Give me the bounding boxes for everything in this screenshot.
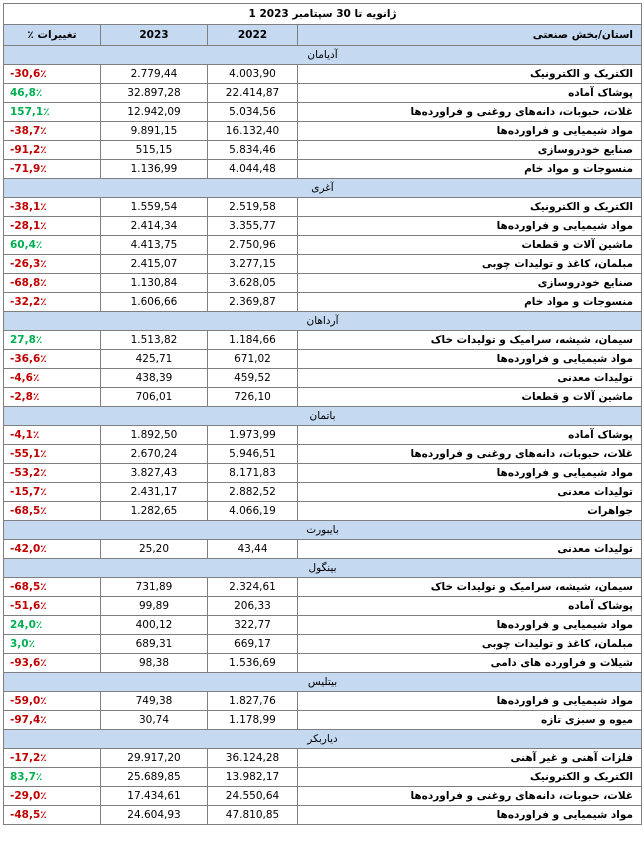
value-2022-cell: 322,77 — [208, 616, 298, 635]
sector-cell: پوشاک آماده — [298, 597, 642, 616]
change-cell: -38,1٪ — [4, 198, 101, 217]
province-name: بایبورت — [4, 521, 642, 540]
table-row — [4, 464, 642, 483]
province-row — [4, 46, 642, 65]
value-2023-cell: 25.689,85 — [101, 768, 208, 787]
change-cell: -32,2٪ — [4, 293, 101, 312]
change-cell: -36,6٪ — [4, 350, 101, 369]
table-row — [4, 236, 642, 255]
sector-cell: الکتریک و الکترونیک — [298, 198, 642, 217]
value-2023-cell: 1.136,99 — [101, 160, 208, 179]
sector-cell: غلات، حبوبات، دانه‌های روغنی و فراورده‌ها — [298, 787, 642, 806]
change-cell: -93,6٪ — [4, 654, 101, 673]
trade-table — [3, 3, 642, 825]
sector-cell: مواد شیمیایی و فراورده‌ها — [298, 464, 642, 483]
value-2022-cell: 3.277,15 — [208, 255, 298, 274]
value-2022-cell: 459,52 — [208, 369, 298, 388]
table-row — [4, 502, 642, 521]
value-2023-cell: 17.434,61 — [101, 787, 208, 806]
table-row — [4, 540, 642, 559]
value-2022-cell: 1.536,69 — [208, 654, 298, 673]
change-cell: -2,8٪ — [4, 388, 101, 407]
value-2023-cell: 12.942,09 — [101, 103, 208, 122]
table-row — [4, 331, 642, 350]
sector-cell: مواد شیمیایی و فراورده‌ها — [298, 350, 642, 369]
change-cell: -51,6٪ — [4, 597, 101, 616]
sector-cell: پوشاک آماده — [298, 84, 642, 103]
province-name: دیاربکر — [4, 730, 642, 749]
change-cell: -4,1٪ — [4, 426, 101, 445]
table-row — [4, 711, 642, 730]
province-row — [4, 521, 642, 540]
change-cell: -26,3٪ — [4, 255, 101, 274]
value-2023-cell: 9.891,15 — [101, 122, 208, 141]
change-cell: -17,2٪ — [4, 749, 101, 768]
value-2023-cell: 3.827,43 — [101, 464, 208, 483]
sector-cell: صنایع خودروسازی — [298, 274, 642, 293]
value-2022-cell: 1.973,99 — [208, 426, 298, 445]
sector-cell: مواد شیمیایی و فراورده‌ها — [298, 806, 642, 825]
table-row — [4, 445, 642, 464]
sector-cell: میوه و سبزی تازه — [298, 711, 642, 730]
sector-cell: مبلمان، کاغذ و تولیدات چوبی — [298, 255, 642, 274]
value-2023-cell: 24.604,93 — [101, 806, 208, 825]
table-row — [4, 616, 642, 635]
value-2022-cell: 47.810,85 — [208, 806, 298, 825]
table-row — [4, 369, 642, 388]
change-cell: -68,8٪ — [4, 274, 101, 293]
value-2023-cell: 29.917,20 — [101, 749, 208, 768]
change-cell: -28,1٪ — [4, 217, 101, 236]
sector-cell: صنایع خودروسازی — [298, 141, 642, 160]
value-2023-cell: 438,39 — [101, 369, 208, 388]
value-2022-cell: 1.184,66 — [208, 331, 298, 350]
table-row — [4, 141, 642, 160]
header-2023: 2023 — [101, 25, 208, 46]
sector-cell: مواد شیمیایی و فراورده‌ها — [298, 122, 642, 141]
change-cell: -91,2٪ — [4, 141, 101, 160]
province-name: آدیامان — [4, 46, 642, 65]
trade-table-container — [3, 3, 641, 825]
change-cell: -4,6٪ — [4, 369, 101, 388]
value-2022-cell: 3.628,05 — [208, 274, 298, 293]
table-row — [4, 635, 642, 654]
value-2023-cell: 1.606,66 — [101, 293, 208, 312]
value-2023-cell: 25,20 — [101, 540, 208, 559]
value-2022-cell: 2.519,58 — [208, 198, 298, 217]
change-cell: -53,2٪ — [4, 464, 101, 483]
value-2022-cell: 5.034,56 — [208, 103, 298, 122]
value-2023-cell: 32.897,28 — [101, 84, 208, 103]
value-2023-cell: 400,12 — [101, 616, 208, 635]
sector-cell: جواهرات — [298, 502, 642, 521]
province-row — [4, 407, 642, 426]
header-change: ٪ تغییرات — [4, 25, 101, 46]
sector-cell: مواد شیمیایی و فراورده‌ها — [298, 616, 642, 635]
value-2022-cell: 5.834,46 — [208, 141, 298, 160]
sector-cell: ماشین آلات و قطعات — [298, 236, 642, 255]
value-2023-cell: 1.892,50 — [101, 426, 208, 445]
value-2023-cell: 706,01 — [101, 388, 208, 407]
value-2023-cell: 1.130,84 — [101, 274, 208, 293]
change-cell: -30,6٪ — [4, 65, 101, 84]
value-2022-cell: 43,44 — [208, 540, 298, 559]
province-row — [4, 312, 642, 331]
value-2023-cell: 2.779,44 — [101, 65, 208, 84]
value-2022-cell: 726,10 — [208, 388, 298, 407]
value-2022-cell: 669,17 — [208, 635, 298, 654]
value-2022-cell: 22.414,87 — [208, 84, 298, 103]
sector-cell: ماشین آلات و قطعات — [298, 388, 642, 407]
table-row — [4, 350, 642, 369]
change-cell: -68,5٪ — [4, 502, 101, 521]
value-2022-cell: 206,33 — [208, 597, 298, 616]
value-2022-cell: 671,02 — [208, 350, 298, 369]
change-cell: -59,0٪ — [4, 692, 101, 711]
change-cell: -38,7٪ — [4, 122, 101, 141]
province-row — [4, 673, 642, 692]
value-2022-cell: 1.178,99 — [208, 711, 298, 730]
value-2023-cell: 749,38 — [101, 692, 208, 711]
header-2022: 2022 — [208, 25, 298, 46]
change-cell: 157,1٪ — [4, 103, 101, 122]
province-row — [4, 730, 642, 749]
table-row — [4, 692, 642, 711]
value-2023-cell: 1.559,54 — [101, 198, 208, 217]
value-2023-cell: 99,89 — [101, 597, 208, 616]
table-row — [4, 255, 642, 274]
sector-cell: سیمان، شیشه، سرامیک و تولیدات خاک — [298, 331, 642, 350]
province-row — [4, 559, 642, 578]
change-cell: -68,5٪ — [4, 578, 101, 597]
change-cell: 27,8٪ — [4, 331, 101, 350]
table-row — [4, 597, 642, 616]
value-2023-cell: 1.513,82 — [101, 331, 208, 350]
table-row — [4, 768, 642, 787]
table-row — [4, 103, 642, 122]
sector-cell: تولیدات معدنی — [298, 369, 642, 388]
sector-cell: منسوجات و مواد خام — [298, 160, 642, 179]
value-2022-cell: 5.946,51 — [208, 445, 298, 464]
table-row — [4, 65, 642, 84]
sector-cell: فلزات آهنی و غیر آهنی — [298, 749, 642, 768]
province-name: باتمان — [4, 407, 642, 426]
value-2022-cell: 1.827,76 — [208, 692, 298, 711]
value-2023-cell: 2.431,17 — [101, 483, 208, 502]
table-title: 1 ژانویه تا 30 سپتامبر 2023 — [4, 4, 642, 25]
value-2022-cell: 8.171,83 — [208, 464, 298, 483]
value-2023-cell: 515,15 — [101, 141, 208, 160]
sector-cell: غلات، حبوبات، دانه‌های روغنی و فراورده‌ها — [298, 103, 642, 122]
value-2023-cell: 425,71 — [101, 350, 208, 369]
province-row — [4, 179, 642, 198]
province-name: آرداهان — [4, 312, 642, 331]
value-2022-cell: 13.982,17 — [208, 768, 298, 787]
change-cell: 83,7٪ — [4, 768, 101, 787]
sector-cell: مواد شیمیایی و فراورده‌ها — [298, 692, 642, 711]
value-2022-cell: 3.355,77 — [208, 217, 298, 236]
table-row — [4, 578, 642, 597]
value-2022-cell: 2.324,61 — [208, 578, 298, 597]
sector-cell: الکتریک و الکترونیک — [298, 768, 642, 787]
sector-cell: پوشاک آماده — [298, 426, 642, 445]
value-2023-cell: 2.414,34 — [101, 217, 208, 236]
table-row — [4, 217, 642, 236]
change-cell: -55,1٪ — [4, 445, 101, 464]
change-cell: 3,0٪ — [4, 635, 101, 654]
sector-cell: شیلات و فراورده های دامی — [298, 654, 642, 673]
table-row — [4, 84, 642, 103]
table-row — [4, 806, 642, 825]
change-cell: 24,0٪ — [4, 616, 101, 635]
table-body — [4, 46, 642, 825]
value-2023-cell: 1.282,65 — [101, 502, 208, 521]
table-row — [4, 160, 642, 179]
value-2023-cell: 4.413,75 — [101, 236, 208, 255]
value-2023-cell: 731,89 — [101, 578, 208, 597]
value-2022-cell: 4.003,90 — [208, 65, 298, 84]
change-cell: -15,7٪ — [4, 483, 101, 502]
sector-cell: مبلمان، کاغذ و تولیدات چوبی — [298, 635, 642, 654]
value-2022-cell: 4.044,48 — [208, 160, 298, 179]
sector-cell: الکتریک و الکترونیک — [298, 65, 642, 84]
value-2022-cell: 4.066,19 — [208, 502, 298, 521]
change-cell: 46,8٪ — [4, 84, 101, 103]
table-row — [4, 426, 642, 445]
sector-cell: تولیدات معدنی — [298, 483, 642, 502]
change-cell: -29,0٪ — [4, 787, 101, 806]
table-row — [4, 749, 642, 768]
table-row — [4, 388, 642, 407]
value-2022-cell: 16.132,40 — [208, 122, 298, 141]
table-row — [4, 483, 642, 502]
change-cell: -71,9٪ — [4, 160, 101, 179]
sector-cell: مواد شیمیایی و فراورده‌ها — [298, 217, 642, 236]
table-row — [4, 654, 642, 673]
table-row — [4, 274, 642, 293]
value-2022-cell: 2.750,96 — [208, 236, 298, 255]
value-2022-cell: 2.882,52 — [208, 483, 298, 502]
change-cell: -97,4٪ — [4, 711, 101, 730]
province-name: آغری — [4, 179, 642, 198]
province-name: بیتلیس — [4, 673, 642, 692]
change-cell: 60,4٪ — [4, 236, 101, 255]
header-row — [4, 25, 642, 46]
change-cell: -42,0٪ — [4, 540, 101, 559]
value-2023-cell: 689,31 — [101, 635, 208, 654]
value-2023-cell: 2.670,24 — [101, 445, 208, 464]
change-cell: -48,5٪ — [4, 806, 101, 825]
sector-cell: سیمان، شیشه، سرامیک و تولیدات خاک — [298, 578, 642, 597]
value-2023-cell: 30,74 — [101, 711, 208, 730]
value-2023-cell: 2.415,07 — [101, 255, 208, 274]
value-2022-cell: 36.124,28 — [208, 749, 298, 768]
value-2023-cell: 98,38 — [101, 654, 208, 673]
sector-cell: غلات، حبوبات، دانه‌های روغنی و فراورده‌ها — [298, 445, 642, 464]
table-row — [4, 293, 642, 312]
table-row — [4, 122, 642, 141]
table-row — [4, 198, 642, 217]
value-2022-cell: 24.550,64 — [208, 787, 298, 806]
province-name: بینگول — [4, 559, 642, 578]
title-row — [4, 4, 642, 25]
table-row — [4, 787, 642, 806]
sector-cell: منسوجات و مواد خام — [298, 293, 642, 312]
sector-cell: تولیدات معدنی — [298, 540, 642, 559]
header-sector: استان/بخش صنعتی — [298, 25, 642, 46]
value-2022-cell: 2.369,87 — [208, 293, 298, 312]
